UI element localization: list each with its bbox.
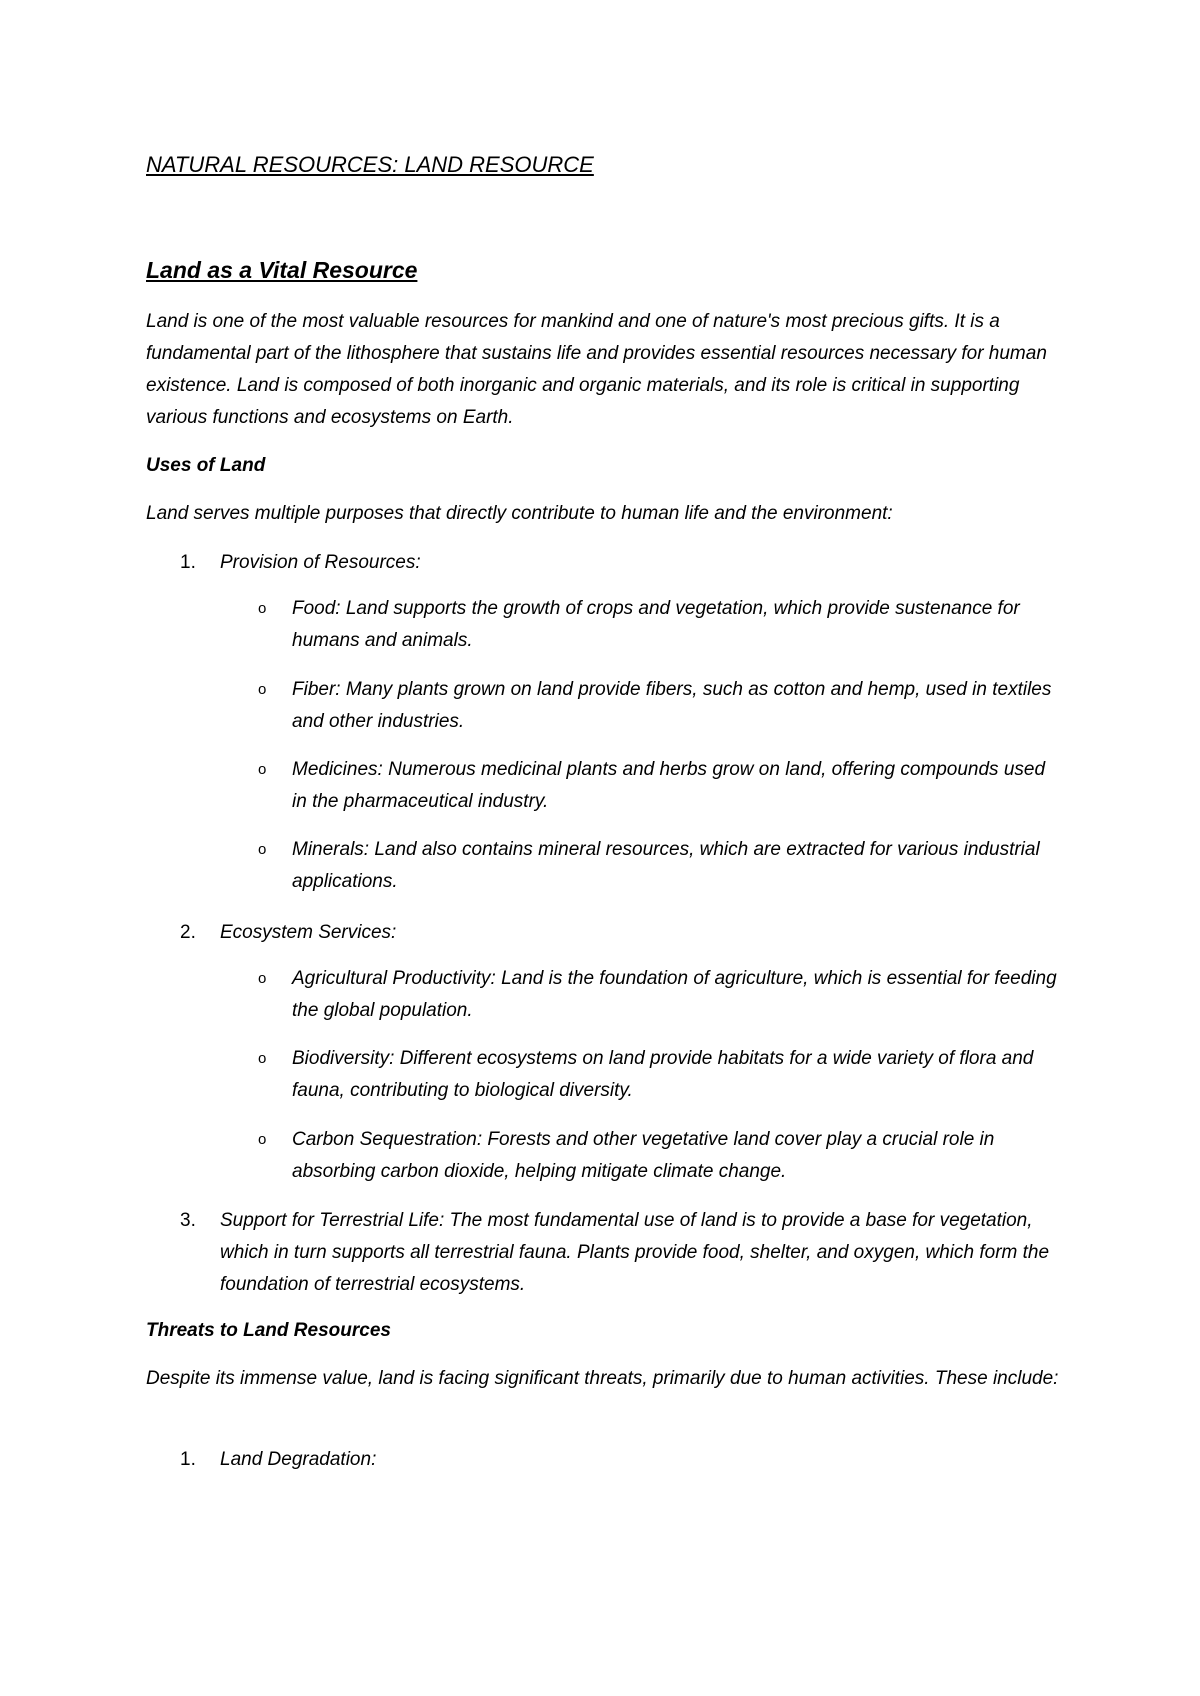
bullet-item — [258, 674, 1062, 738]
uses-intro: Land serves multiple purposes that directly contribute to human life and the environment: — [146, 503, 893, 524]
list-number: 2. — [180, 922, 196, 943]
bullet-text: Biodiversity: Different ecosystems on land provide habitats for a wide variety of flora and fauna, contributing to biological diversity. — [292, 1048, 1034, 1101]
section-heading: Land as a Vital Resource — [146, 257, 418, 283]
list-number: 3. — [180, 1210, 196, 1231]
bullet-icon: o — [258, 681, 267, 698]
list-number: 1. — [180, 552, 196, 573]
threats-intro: Despite its immense value, land is facing significant threats, primarily due to human activities. These include: — [146, 1368, 1059, 1389]
list-item-label: Ecosystem Services: — [220, 922, 397, 943]
list-item-label: Land Degradation: — [220, 1449, 377, 1470]
bullet-item — [258, 963, 1062, 1027]
bullet-item — [258, 593, 1062, 657]
uses-heading: Uses of Land — [146, 455, 266, 476]
bullet-item — [258, 834, 1062, 898]
list-number: 1. — [180, 1449, 196, 1470]
bullet-text: Carbon Sequestration: Forests and other vegetative land cover play a crucial role in absorbing carbon dioxide, helping mitigate climate change. — [292, 1129, 995, 1182]
list-item — [180, 547, 1070, 579]
list-item-label: Support for Terrestrial Life: The most fundamental use of land is to provide a base for vegetation, which in turn supports all terrestrial fauna. Plants provide food, shelter, and oxygen, which form the foundation of terrestrial ecosystems. — [220, 1210, 1050, 1295]
bullet-icon: o — [258, 841, 267, 858]
intro-paragraph: Land is one of the most valuable resources for mankind and one of nature's most precious gifts. It is a fundamental part of the lithosphere that sustains life and provides essential resources necessary for human existence. Land is composed of both inorganic and organic materials, and its role is critical in supporting various functions and ecosystems on Earth. — [146, 311, 1047, 428]
bullet-text: Fiber: Many plants grown on land provide fibers, such as cotton and hemp, used in textiles and other industries. — [292, 679, 1052, 732]
bullet-icon: o — [258, 761, 267, 778]
bullet-item — [258, 1124, 1062, 1188]
document-title: NATURAL RESOURCES: LAND RESOURCE — [146, 152, 594, 177]
bullet-icon: o — [258, 1131, 267, 1148]
list-item — [180, 917, 1070, 949]
bullet-item — [258, 754, 1062, 818]
bullet-text: Medicines: Numerous medicinal plants and herbs grow on land, offering compounds used in the pharmaceutical industry. — [292, 759, 1046, 812]
threats-heading: Threats to Land Resources — [146, 1320, 391, 1341]
bullet-icon: o — [258, 970, 267, 987]
bullet-text: Minerals: Land also contains mineral resources, which are extracted for various industrial applications. — [292, 839, 1040, 892]
bullet-text: Food: Land supports the growth of crops and vegetation, which provide sustenance for humans and animals. — [292, 598, 1020, 651]
list-item-label: Provision of Resources: — [220, 552, 421, 573]
bullet-icon: o — [258, 600, 267, 617]
list-item — [180, 1444, 1070, 1476]
bullet-icon: o — [258, 1050, 267, 1067]
bullet-text: Agricultural Productivity: Land is the foundation of agriculture, which is essential for feeding the global population. — [292, 968, 1057, 1021]
bullet-item — [258, 1043, 1062, 1107]
list-item — [180, 1205, 1070, 1301]
